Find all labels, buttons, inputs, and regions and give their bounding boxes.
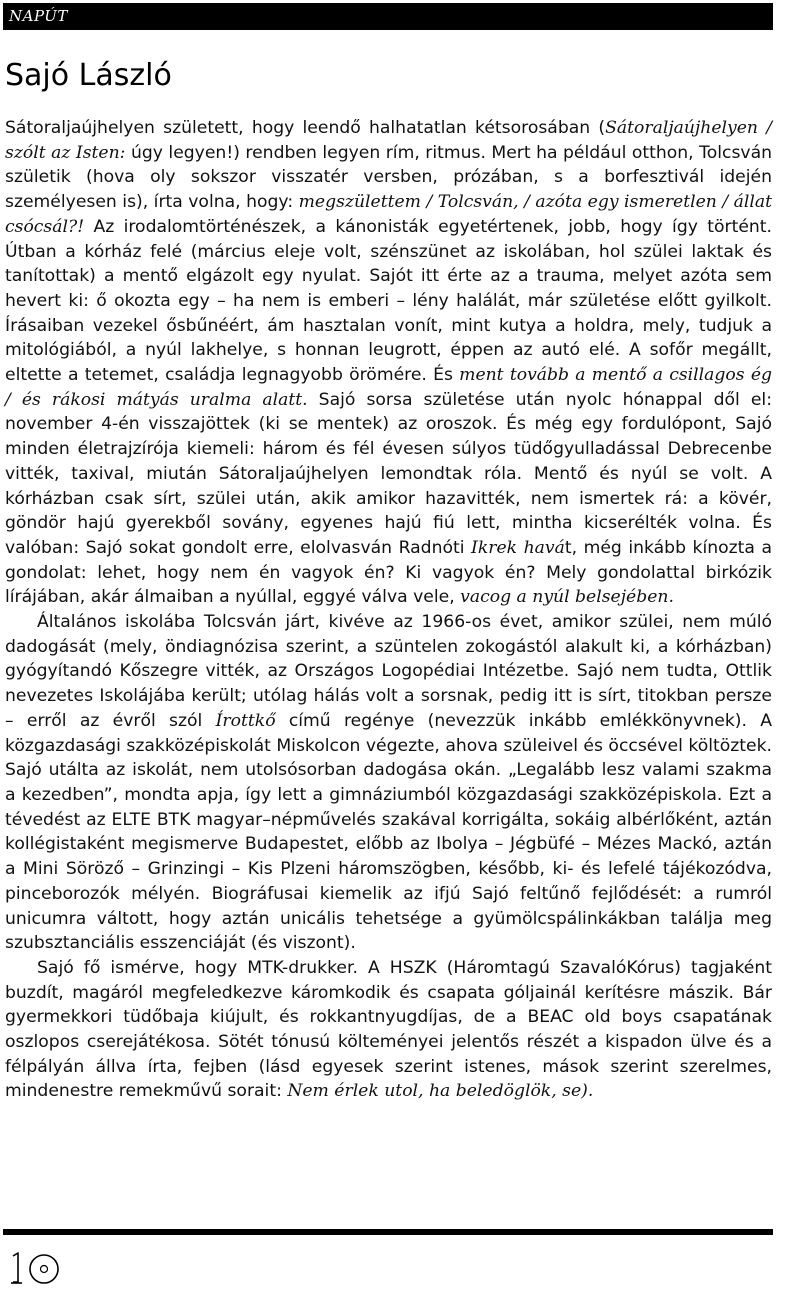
folio-one-glyph — [13, 1253, 18, 1282]
text-run: című regénye (nevezzük inkább emlékkönyvnek). A közgazdasági szakközépiskolát Miskolcon végezte, ahova szüleivel és öccsével költöztek. Sajó utálta az iskolát, nem utolsósorban dadogása okán. „Legalább lesz valami szakma a kezedben”, mondta apja, így lett a gimnáziumból közgazdasági szakközépiskola. Ezt a tévedést az ELTE BTK magyar–népművelés szakával korrigálta, sokáig albérlőként, aztán kollégistaként megismerve Budapestet, előbb az Ibolya – Jégbüfé – Mézes Mackó, aztán a Mini Söröző – Grinzingi – Kis Plzeni háromszögben, később, ki- és lefelé tájékozódva, pinceborozók mélyén. Biográfusai kiemelik az ifjú Sajó feltűnő fejlődését: a rumról unicumra váltott, hogy aztán unicális tehetsége a gyümölcspálinkákban találja meg szubsztanciális esszenciáját (és viszont). — [5, 710, 772, 954]
folio-zero-ring — [30, 1255, 58, 1283]
text-run: Általános iskolába Tolcsván járt, kivéve az 1966-os évet, amikor szülei, nem múló dadogását (mely, öndiagnózisa szerint, a szüntelen zokogástól alakult ki, a kórházban) gyógyítandó Kőszegre vitték, az Országos Logopédiai Intézetbe. Sajó nem tudta, Ottlik nevezetes Iskolájába került; utólag hálás volt a sorsnak, pedig itt is sírt, titokban persze – erről az évről szól — [5, 612, 772, 731]
italic-run: vacog a nyúl belsejében. — [460, 587, 674, 608]
text-run: Sajó fő ismérve, hogy MTK-drukker. A HSZK (Háromtagú SzavalóKórus) tagjaként buzdít, magáról megfeledkezve káromkodik és csapata góljainál kerítésre mászik. Bár gyermekkori tüdőbaja kiújult, és rokkantnyugdíjas, de a BEAC old boys csapatának oszlopos cserejátékosa. Sötét tónusú költeményei jelentős részét a kispadon ülve és a félpályán állva írta, fejben (lásd egyesek szerint istenes, mások szerint szerelmes, mindenestre remekművű sorait: — [5, 957, 772, 1102]
paragraph-2 — [5, 610, 772, 956]
text-run: úgy legyen!) rendben legyen rím, ritmus. Mert ha például otthon, Tolcsván születik (hova oly sokszor visszatér versben, prózában, s a borfesztivál idején személyesen is), írta volna, hogy: — [5, 142, 772, 213]
folio-zero-dot — [41, 1266, 48, 1273]
header-bar — [3, 3, 773, 30]
text-run: Az irodalomtörténészek, a kánonisták egyetértenek, jobb, hogy így történt. Útban a kórház felé (március eleje volt, szénszünet az iskolában, hol szülei laktak és tanítottak) a mentő elgázolt egy nyulat. Sajót itt érte az a trauma, melyet azóta sem hevert ki: ő okozta egy – ha nem is emberi – lény halálát, már születése előtt gyilkolt. Írásaiban vezekel ősbűnéért, ám hasztalan vonít, mint kutya a holdra, mely, tudjuk a mitológiából, a nyúl lakhelye, s honnan leugrott, éppen az autó elé. A sofőr megállt, eltette a tetemet, családja legnagyobb örömére. És — [5, 216, 772, 386]
italic-run: Ikrek havá — [471, 537, 565, 558]
paragraph-3 — [5, 956, 772, 1104]
text-run: t, még inkább kínozta a gondolat: lehet, hogy nem én vagyok én? Ki vagyok én? Mely gondolattal birkózik lírájában, akár álmaiban a nyúllal, eggyé válva vele, — [5, 537, 773, 608]
article-title: Sajó László — [5, 58, 172, 93]
italic-run: Nem érlek utol, ha beledöglök, se). — [287, 1081, 594, 1102]
article-body — [5, 116, 772, 1104]
page-number — [8, 1248, 68, 1288]
italic-run: megszülettem / Tolcsván, / azóta egy ismeretlen / állat csócsál?! — [5, 192, 772, 237]
footer-rule — [3, 1229, 773, 1235]
paragraph-1 — [5, 116, 772, 610]
text-run: Sátoraljaújhelyen született, hogy leendő halhatatlan kétsorosában ( — [5, 118, 606, 138]
italic-run: Írottkő — [215, 710, 276, 731]
italic-run: ment tovább a mentő a csillagos ég / és rákosi mátyás uralma alatt. — [5, 365, 772, 410]
journal-logo: NAPÚT — [9, 7, 68, 25]
text-run: Sajó sorsa születése után nyolc hónappal dől el: november 4-én visszajöttek (ki se mentek) az oroszok. És még egy fordulópont, Sajó minden életrajzírója kiemeli: három és fél évesen súlyos tüdőgyulladással Debrecenbe vitték, taxival, miután Sátoraljaújhelyen lemondtak róla. Mentő és nyúl se volt. A kórházban csak sírt, szülei után, akik amikor hazavitték, nem ismertek rá: a kövér, göndör hajú gyerekből sovány, egyenes hajú fiú lett, mintha kicserélték volna. És valóban: Sajó sokat gondolt erre, elolvasván Radnóti — [5, 389, 772, 558]
italic-run: Sátoraljaújhelyen / szólt az Isten: — [5, 118, 772, 163]
